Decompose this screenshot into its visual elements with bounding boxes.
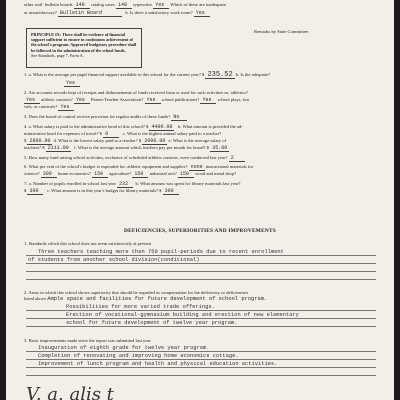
- d2-rule-1: [26, 310, 376, 311]
- top-l2-workroom-label: b. Is there a satisfactory work room?: [125, 10, 193, 15]
- d3-label: 3. Basic improvements made since the report was submitted last year: [24, 338, 151, 343]
- q7-a-label: 7. a. Number of pupils enrolled in school last year: [24, 181, 116, 186]
- q7-c-label: c. What amount is in this year's budget for library materials? $: [46, 188, 162, 193]
- q4-c-value: 0: [103, 131, 119, 138]
- top-l1-inadequate-label: Which of these are inadequate: [170, 2, 226, 7]
- q7-library-this-value: 300: [163, 188, 179, 195]
- top-line-2: [24, 10, 384, 17]
- q5-value: 2: [229, 155, 245, 162]
- q7-library-last-value: 300: [27, 188, 43, 195]
- top-line-1: [24, 2, 384, 9]
- q4-line-4: [24, 145, 384, 152]
- q7-b-label: b. What amount was spent for library materials last year?: [135, 181, 241, 186]
- d2-typed-2: Possibilities for more varied trade offerings.: [66, 304, 215, 310]
- q1-a-label: 1. a. What is the average per pupil financial support available to this school for the current year? $: [24, 72, 205, 77]
- q5-label: 5. How many fund raising school activities, exclusive of scheduled athletic contests, were conducted last year?: [24, 155, 228, 160]
- q2-carnivals-value: Yes: [58, 104, 74, 111]
- q6-agri-value: 150: [132, 171, 148, 178]
- top-l2-value: Bulletin Board: [58, 10, 122, 17]
- remarks-label: Remarks by State Committee:: [254, 29, 310, 34]
- principle-ref: See Standards, page 7, Form A.: [31, 52, 84, 58]
- document-page: [6, 0, 394, 400]
- q4-line-1: [24, 124, 384, 131]
- q2-contests-label: athletic contests?: [41, 97, 73, 102]
- q4-d-label: d. What is the lowest salary paid to a teacher? $: [53, 138, 142, 143]
- q4-a-value: 4400.00: [151, 124, 173, 130]
- d1-typed-1: Three teachers teaching more than 750 pupil-periods due to recent enrollment: [38, 249, 284, 255]
- q6-athletic-value: none: [190, 164, 203, 170]
- top-l1-catalog-value: 140: [116, 2, 132, 9]
- q7-c-prefix: $: [24, 188, 27, 193]
- q2-contests-value: Yes: [74, 97, 90, 104]
- d2-typed-1: Ample space and facilities for future development of school program.: [47, 296, 268, 302]
- q6-line-1: [24, 164, 384, 171]
- q3-line: [24, 114, 384, 121]
- q1-line-2: [24, 80, 384, 87]
- top-l1-prefix: other staff: [24, 2, 43, 7]
- q1-a-value: 235.52: [207, 71, 233, 79]
- top-l1-bulletin-label: bulletin boards: [44, 2, 73, 7]
- q6-science-label: science?: [24, 171, 40, 176]
- d1-rule-2: [26, 263, 376, 264]
- d3-rule-4: [26, 375, 376, 376]
- signature: V. a. alis t: [26, 384, 114, 400]
- q5-line: [24, 155, 384, 162]
- q2-plays-label: school plays, fun: [217, 97, 249, 102]
- d3-typed-2: Completion of renovating and improving home economics cottage.: [38, 353, 239, 359]
- q3-label: 3. Does the board of control receive provision for regular audits of these funds?: [24, 114, 171, 119]
- d2-label: 2. Areas in which this school shows superiority that should be regarded as compensation for the deficiency or deficiencies: [24, 290, 249, 295]
- d1-label: 1. Standards which this school does not seem satisfactorily at present: [24, 241, 151, 246]
- q2-line-1: [24, 90, 384, 96]
- q6-line-2: [24, 171, 384, 178]
- d1-typed-2: of students from another school division(conditional): [28, 257, 200, 263]
- d1-rule-3: [26, 271, 376, 272]
- d3-rule-1: [26, 351, 376, 352]
- top-l1-catalog-label: catalog cases: [90, 2, 115, 7]
- top-l1-typewriter-value: Yes: [153, 2, 169, 9]
- q4-lowest-value: 2000.00: [144, 138, 166, 144]
- q4-highest-value: 2800.00: [29, 138, 51, 144]
- d2-listed-label: listed above: [24, 296, 47, 301]
- q6-agri-label: agriculture?: [109, 171, 132, 176]
- q6-instr-label: instructional materials for: [205, 164, 254, 169]
- q4-c-label: ministrative head for expenses of travel? $: [24, 131, 103, 136]
- d3-typed-1: Inauguration of eighth grade for twelve year program.: [38, 345, 210, 351]
- d2-rule-3: [26, 326, 376, 327]
- q2-publications-value: Yes: [200, 97, 216, 104]
- q6-ind-label: industrial arts?: [149, 171, 177, 176]
- q4-g-label: f. What is the average amount which teachers pay per month for board? $: [74, 145, 210, 150]
- q4-board-value: 35.00: [212, 145, 228, 151]
- q4-a-label: 4. a. What salary is paid to the administrative head of this school? $: [24, 124, 149, 129]
- d2-line-1: [24, 296, 384, 302]
- d3-rule-3: [26, 367, 376, 368]
- d3-rule-2: [26, 359, 376, 360]
- top-l2-prefix: or unsatisfactory?: [24, 10, 57, 15]
- d3-typed-3: Improvement of lunch program and health and physical education activities.: [38, 361, 278, 367]
- q4-cc-label: c. What is the highest annual salary paid to a teacher?: [122, 131, 222, 136]
- q7-a-value: 232: [117, 181, 133, 188]
- q6-wood-label: wood and metal shop?: [194, 171, 237, 176]
- q4-f-label: teachers? $: [24, 145, 45, 150]
- q4-d-prefix: $: [24, 138, 27, 143]
- q4-line-2: [24, 131, 384, 138]
- q2-line-3: [24, 104, 384, 111]
- q2-pta-label: Parent-Teacher Association?: [90, 97, 144, 102]
- q1-b-value: Yes: [64, 80, 80, 87]
- q1-b-label: b. Is the adequate?: [235, 72, 271, 77]
- q4-average-value: 2111.00: [47, 145, 69, 151]
- q4-b-label: b. What amount is provided the ad-: [177, 124, 243, 129]
- d2-rule-2: [26, 318, 376, 319]
- principle-title: PRINCIPLE IX: There shall be evidence of financial support sufficient to ensure in continuous achievement of the school's program. Approved budgetary procedure shall be followed in the administration of the school funds.: [31, 32, 137, 53]
- q6-home-label: home economics?: [57, 171, 91, 176]
- q2-athletics-value: Yes: [24, 97, 40, 104]
- q7-line-1: [24, 181, 384, 188]
- top-l1-typewriter-label: typewriter: [133, 2, 153, 7]
- q6-home-value: 150: [92, 171, 108, 178]
- q4-e-label: e. What is the average salary of: [168, 138, 227, 143]
- q7-line-2: [24, 188, 384, 195]
- d1-rule-1: [26, 255, 376, 256]
- d1-rule-4: [26, 279, 376, 280]
- q2-line-2: [24, 97, 384, 104]
- q2-label: 2. Are accounts records kept of receipts and disbursements of funds received from or used for such activities as: athletics?: [24, 90, 248, 95]
- d2-typed-4: school for future development of twelve year program.: [66, 320, 238, 326]
- principle-box: [26, 28, 142, 68]
- q4-line-3: [24, 138, 384, 145]
- deficiencies-title: DEFICIENCIES, SUPERIORITIES AND IMPROVEMENTS: [124, 228, 276, 234]
- q6-label: 6. What per cent of the school's budget is expended for: athletic equipment and supplies?: [24, 164, 188, 169]
- top-l2-workroom-value: Yes: [194, 10, 210, 17]
- q2-carnivals-label: vals, or carnivals?: [24, 104, 58, 109]
- d2-typed-3: Erection of vocational-gymnasium building and erection of new elementary: [66, 312, 299, 318]
- q1-line: [24, 72, 384, 79]
- q6-ind-value: 150: [178, 171, 194, 178]
- top-l1-bulletin-value: 140: [74, 2, 90, 9]
- q3-value: No: [171, 114, 187, 121]
- q2-publications-label: school publications?: [161, 97, 200, 102]
- q6-science-value: 300: [41, 171, 57, 178]
- q2-pta-value: Yes: [145, 97, 161, 104]
